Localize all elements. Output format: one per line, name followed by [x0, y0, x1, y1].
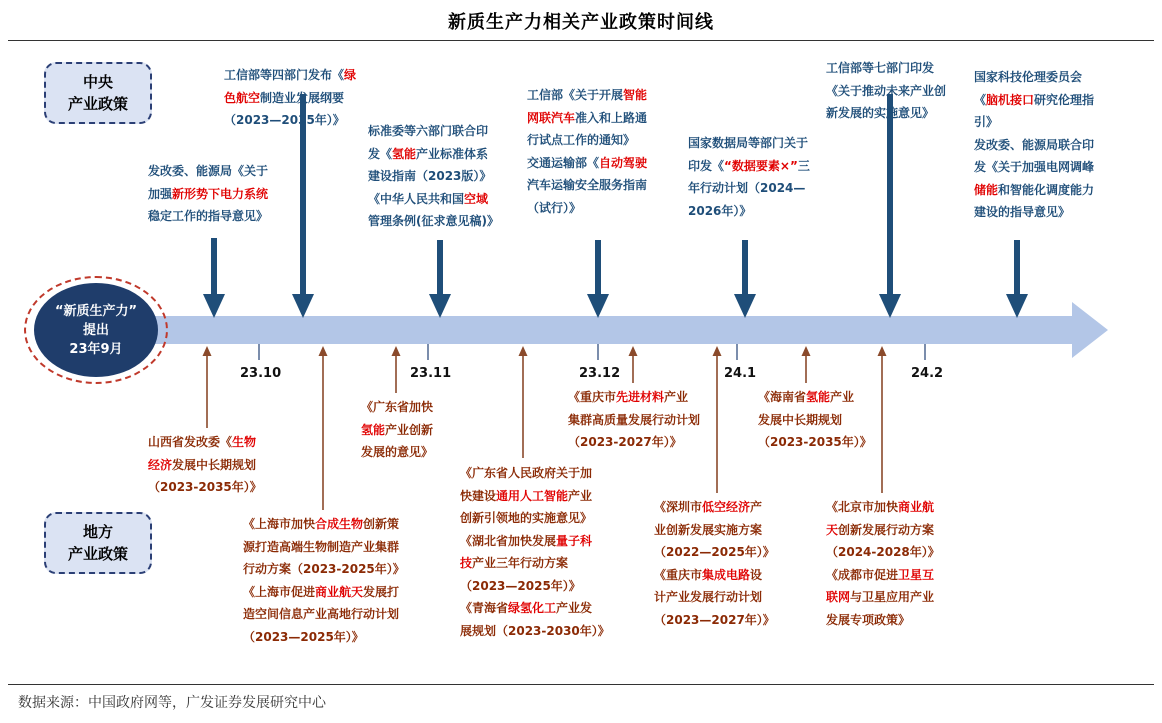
- note-line: [688, 200, 810, 223]
- note-text: 稳定工作的指导意见》: [148, 209, 269, 223]
- note-text: 业创新发展实施方案: [654, 522, 763, 537]
- local-up-arrow: [802, 346, 811, 383]
- note-text: 《: [974, 92, 987, 107]
- data-source: 数据来源：中国政府网等，广发证券发展研究中心: [18, 695, 326, 711]
- note-text: 《青海省: [460, 601, 509, 615]
- note-text: 引》: [974, 115, 999, 129]
- note-line: [224, 109, 356, 132]
- note-text: 计产业发展行动计划: [654, 590, 763, 604]
- note-text: 《上海市加快: [243, 517, 316, 531]
- note-line: [826, 102, 946, 125]
- timeline-arrow: [150, 302, 1108, 358]
- highlight-text: 经济: [148, 457, 173, 472]
- note-line: [758, 409, 872, 432]
- highlight-text: 智能: [623, 88, 648, 102]
- note-text: 三: [797, 158, 810, 173]
- note-line: [654, 519, 775, 542]
- note-line: [148, 476, 262, 499]
- note-text: 发《关于加强电网调峰: [974, 160, 1095, 174]
- note-line: [368, 165, 499, 188]
- highlight-text: 先进材料: [616, 390, 665, 404]
- note-line: [243, 603, 405, 626]
- note-line: [361, 419, 433, 442]
- date-label: 24.2: [911, 366, 944, 381]
- note-line: [224, 64, 356, 87]
- central-policy-note: [148, 160, 268, 228]
- note-line: [243, 558, 405, 581]
- note-text: （2023—2035年）》: [224, 113, 345, 127]
- note-text: （2022—2025年）》: [654, 545, 775, 559]
- note-line: [361, 396, 433, 419]
- note-line: [368, 120, 499, 143]
- note-text: 工信部《关于开展: [527, 88, 624, 102]
- highlight-text: 天: [826, 522, 839, 537]
- highlight-text: 网联汽车: [527, 110, 576, 125]
- note-text: 产业三年行动方案: [472, 556, 569, 570]
- central-down-arrow: [203, 238, 225, 318]
- highlight-text: 绿: [344, 68, 357, 82]
- note-line: [243, 581, 405, 604]
- note-text: （2024-2028年）》: [826, 545, 940, 559]
- note-text: 产业: [664, 390, 689, 404]
- highlight-text: 商业航: [898, 500, 935, 514]
- highlight-text: 色航空: [224, 90, 261, 105]
- note-line: [826, 564, 940, 587]
- note-line: [974, 66, 1094, 89]
- note-line: [460, 530, 610, 553]
- note-line: [826, 586, 940, 609]
- origin-marker: [24, 276, 168, 384]
- highlight-text: 量子科: [556, 533, 593, 548]
- note-text: 建设指南（2023版）》: [368, 169, 492, 183]
- note-text: 产业: [830, 390, 855, 404]
- note-line: [460, 485, 610, 508]
- highlight-text: 商业航天: [315, 584, 364, 599]
- note-line: [654, 496, 775, 519]
- note-text: 源打造高端生物制造产业集群: [243, 539, 400, 554]
- local-up-arrow: [878, 346, 887, 493]
- note-text: 发展的意见》: [361, 445, 434, 459]
- note-text: 准入和上路通: [575, 110, 648, 125]
- note-text: 2026年）》: [688, 203, 752, 218]
- note-line: [460, 575, 610, 598]
- note-text: 国家科技伦理委员会: [974, 70, 1083, 84]
- note-text: 印发《: [688, 158, 725, 173]
- origin-line: “新质生产力”: [54, 303, 138, 319]
- highlight-text: 联网: [826, 590, 851, 604]
- note-text: 发展中长期规划: [172, 457, 257, 472]
- highlight-text: 自动驾驶: [599, 155, 648, 170]
- note-text: 《上海市促进: [243, 584, 316, 599]
- note-line: [826, 57, 946, 80]
- note-text: 造空间信息产业高地行动计划: [243, 607, 400, 621]
- note-line: [148, 431, 262, 454]
- local-policy-note: [826, 496, 940, 631]
- note-line: [368, 143, 499, 166]
- note-line: [758, 431, 872, 454]
- note-text: 新发展的实施意见》: [826, 106, 935, 120]
- note-line: [243, 626, 405, 649]
- highlight-text: 氢能: [392, 146, 417, 161]
- note-text: 发改委、能源局《关于: [148, 164, 269, 178]
- note-text: 展规划（2023-2030年）》: [460, 623, 610, 638]
- local-policy-note: [758, 386, 872, 454]
- note-line: [361, 441, 433, 464]
- note-text: 标准委等六部门联合印: [368, 124, 489, 138]
- note-line: [974, 179, 1094, 202]
- highlight-text: 氢能: [361, 422, 386, 437]
- highlight-text: 卫星互: [898, 567, 935, 582]
- central-policy-note: [224, 64, 356, 132]
- note-line: [148, 205, 268, 228]
- note-text: 行试点工作的通知》: [527, 133, 636, 147]
- local-up-arrow: [713, 346, 722, 493]
- note-text: 发展打: [363, 584, 400, 599]
- date-label: 24.1: [724, 366, 757, 381]
- note-text: 创新发展行动方案: [838, 522, 935, 537]
- note-text: 《成都市促进: [826, 567, 899, 582]
- note-text: 《海南省: [758, 390, 807, 404]
- local-policy-note: [361, 396, 433, 464]
- note-line: [527, 152, 647, 175]
- note-line: [654, 609, 775, 632]
- note-text: 管理条例(征求意见稿)》: [368, 214, 499, 228]
- date-label: 23.10: [240, 366, 282, 381]
- note-text: （2023-2035年）》: [148, 480, 262, 494]
- note-text: 《北京市加快: [826, 500, 899, 514]
- note-text: 《广东省加快: [361, 400, 434, 414]
- note-line: [758, 386, 872, 409]
- note-line: [527, 174, 647, 197]
- note-line: [224, 87, 356, 110]
- note-line: [368, 188, 499, 211]
- local-policy-note: [148, 431, 262, 499]
- note-line: [688, 155, 810, 178]
- note-text: 《广东省人民政府关于加: [460, 466, 593, 480]
- note-line: [460, 552, 610, 575]
- note-line: [368, 210, 499, 233]
- central-down-arrow: [879, 94, 901, 318]
- note-text: 集群高质量发展行动计划: [568, 412, 701, 427]
- local-label-line: 产业政策: [67, 545, 128, 563]
- highlight-text: 生物: [232, 435, 257, 449]
- note-line: [460, 597, 610, 620]
- note-text: 交通运输部《: [527, 155, 600, 170]
- note-text: 行动方案（2023-2025年）》: [243, 562, 405, 576]
- note-line: [974, 111, 1094, 134]
- note-text: 《重庆市: [654, 567, 703, 582]
- note-line: [460, 462, 610, 485]
- highlight-text: 储能: [974, 182, 999, 197]
- local-policy-note: [460, 462, 610, 642]
- note-text: 发展中长期规划: [758, 412, 843, 427]
- note-text: 《湖北省加快发展: [460, 533, 557, 548]
- note-line: [688, 177, 810, 200]
- highlight-text: 脑机接口: [986, 92, 1035, 107]
- local-up-arrow: [392, 346, 401, 393]
- note-line: [527, 107, 647, 130]
- note-text: 发展专项政策》: [826, 612, 911, 627]
- highlight-text: 通用人工智能: [496, 488, 569, 503]
- local-label-line: 地方: [82, 523, 113, 541]
- central-policy-note: [527, 84, 647, 219]
- note-text: 和智能化调度能力: [998, 182, 1095, 197]
- note-text: 产业创新: [385, 422, 434, 437]
- central-down-arrow: [1006, 240, 1028, 318]
- note-line: [688, 132, 810, 155]
- note-line: [527, 129, 647, 152]
- note-line: [654, 586, 775, 609]
- central-policy-note: [688, 132, 810, 222]
- note-text: （2023—2025年）》: [460, 578, 581, 593]
- local-policy-note: [654, 496, 775, 631]
- note-text: 国家数据局等部门关于: [688, 136, 809, 150]
- note-line: [826, 609, 940, 632]
- note-line: [148, 183, 268, 206]
- highlight-text: 技: [460, 556, 473, 570]
- central-down-arrow: [429, 240, 451, 318]
- highlight-text: 集成电路: [702, 567, 751, 582]
- note-line: [568, 386, 700, 409]
- note-text: 发《: [368, 146, 393, 161]
- note-line: [826, 496, 940, 519]
- origin-line: 23年9月: [69, 341, 123, 357]
- highlight-text: 氢能: [806, 390, 831, 404]
- note-text: 加强: [148, 186, 173, 201]
- note-text: 工信部等四部门发布《: [224, 68, 345, 82]
- note-line: [243, 513, 405, 536]
- note-text: 《重庆市: [568, 390, 617, 404]
- local-up-arrow: [519, 346, 528, 458]
- note-line: [654, 541, 775, 564]
- note-text: 产业标准体系: [416, 146, 489, 161]
- note-line: [460, 620, 610, 643]
- local-policy-note: [568, 386, 700, 454]
- highlight-text: 新形势下电力系统: [172, 186, 269, 201]
- note-text: 山西省发改委《: [148, 435, 233, 449]
- note-line: [654, 564, 775, 587]
- local-up-arrow: [203, 346, 212, 428]
- note-line: [826, 541, 940, 564]
- note-text: 快建设: [460, 488, 497, 503]
- central-policy-note: [368, 120, 499, 233]
- note-text: 汽车运输安全服务指南: [527, 178, 648, 192]
- note-line: [568, 409, 700, 432]
- note-text: 《关于推动未来产业创: [826, 83, 947, 98]
- note-text: 工信部等七部门印发: [826, 61, 935, 75]
- note-text: 《深圳市: [654, 500, 703, 514]
- origin-line: 提出: [82, 322, 109, 338]
- note-line: [568, 431, 700, 454]
- central-label-line: 中央: [82, 73, 113, 91]
- note-text: 建设的指导意见》: [974, 205, 1071, 219]
- central-policy-note: [826, 57, 946, 125]
- note-text: 创新引领地的实施意见》: [460, 511, 593, 525]
- note-text: 设: [750, 567, 763, 582]
- note-text: （试行）》: [527, 200, 582, 215]
- local-up-arrow: [629, 346, 638, 383]
- central-down-arrow: [587, 240, 609, 318]
- central-label-line: 产业政策: [67, 95, 128, 113]
- date-ticks: [259, 344, 925, 360]
- note-line: [826, 519, 940, 542]
- note-line: [527, 197, 647, 220]
- highlight-text: 空域: [464, 191, 489, 206]
- note-line: [974, 134, 1094, 157]
- origin-circle: [34, 283, 158, 377]
- note-text: 产业: [568, 488, 593, 503]
- note-text: （2023-2027年）》: [568, 435, 682, 449]
- note-line: [243, 536, 405, 559]
- highlight-text: 绿氢化工: [508, 601, 557, 615]
- note-text: 与卫星应用产业: [850, 590, 935, 604]
- local-up-arrow: [319, 346, 328, 510]
- note-text: 制造业发展纲要: [260, 90, 345, 105]
- date-label: 23.12: [579, 366, 621, 381]
- note-text: 《中华人民共和国: [368, 191, 465, 206]
- central-down-arrow: [734, 240, 756, 318]
- local-policy-note: [243, 513, 405, 648]
- note-text: 研究伦理指: [1034, 92, 1095, 107]
- note-line: [826, 80, 946, 103]
- central-policy-note: [974, 66, 1094, 224]
- highlight-text: 低空经济: [702, 500, 751, 514]
- note-text: 产: [750, 500, 763, 514]
- highlight-text: “数据要素×”: [724, 158, 798, 173]
- note-line: [974, 201, 1094, 224]
- note-text: （2023—2027年）》: [654, 612, 775, 627]
- note-text: 发改委、能源局联合印: [974, 137, 1095, 152]
- note-text: （2023—2025年）》: [243, 629, 364, 644]
- note-text: 产业发: [556, 601, 593, 615]
- note-text: （2023-2035年）》: [758, 435, 872, 449]
- note-line: [460, 507, 610, 530]
- note-line: [527, 84, 647, 107]
- note-text: 年行动计划（2024—: [688, 181, 806, 195]
- note-line: [148, 160, 268, 183]
- page-title: 新质生产力相关产业政策时间线: [448, 12, 714, 33]
- date-label: 23.11: [410, 366, 452, 381]
- note-line: [974, 89, 1094, 112]
- note-text: 创新策: [363, 517, 400, 531]
- note-line: [148, 454, 262, 477]
- highlight-text: 合成生物: [315, 517, 364, 531]
- bottom-rule: [8, 684, 1154, 685]
- note-line: [974, 156, 1094, 179]
